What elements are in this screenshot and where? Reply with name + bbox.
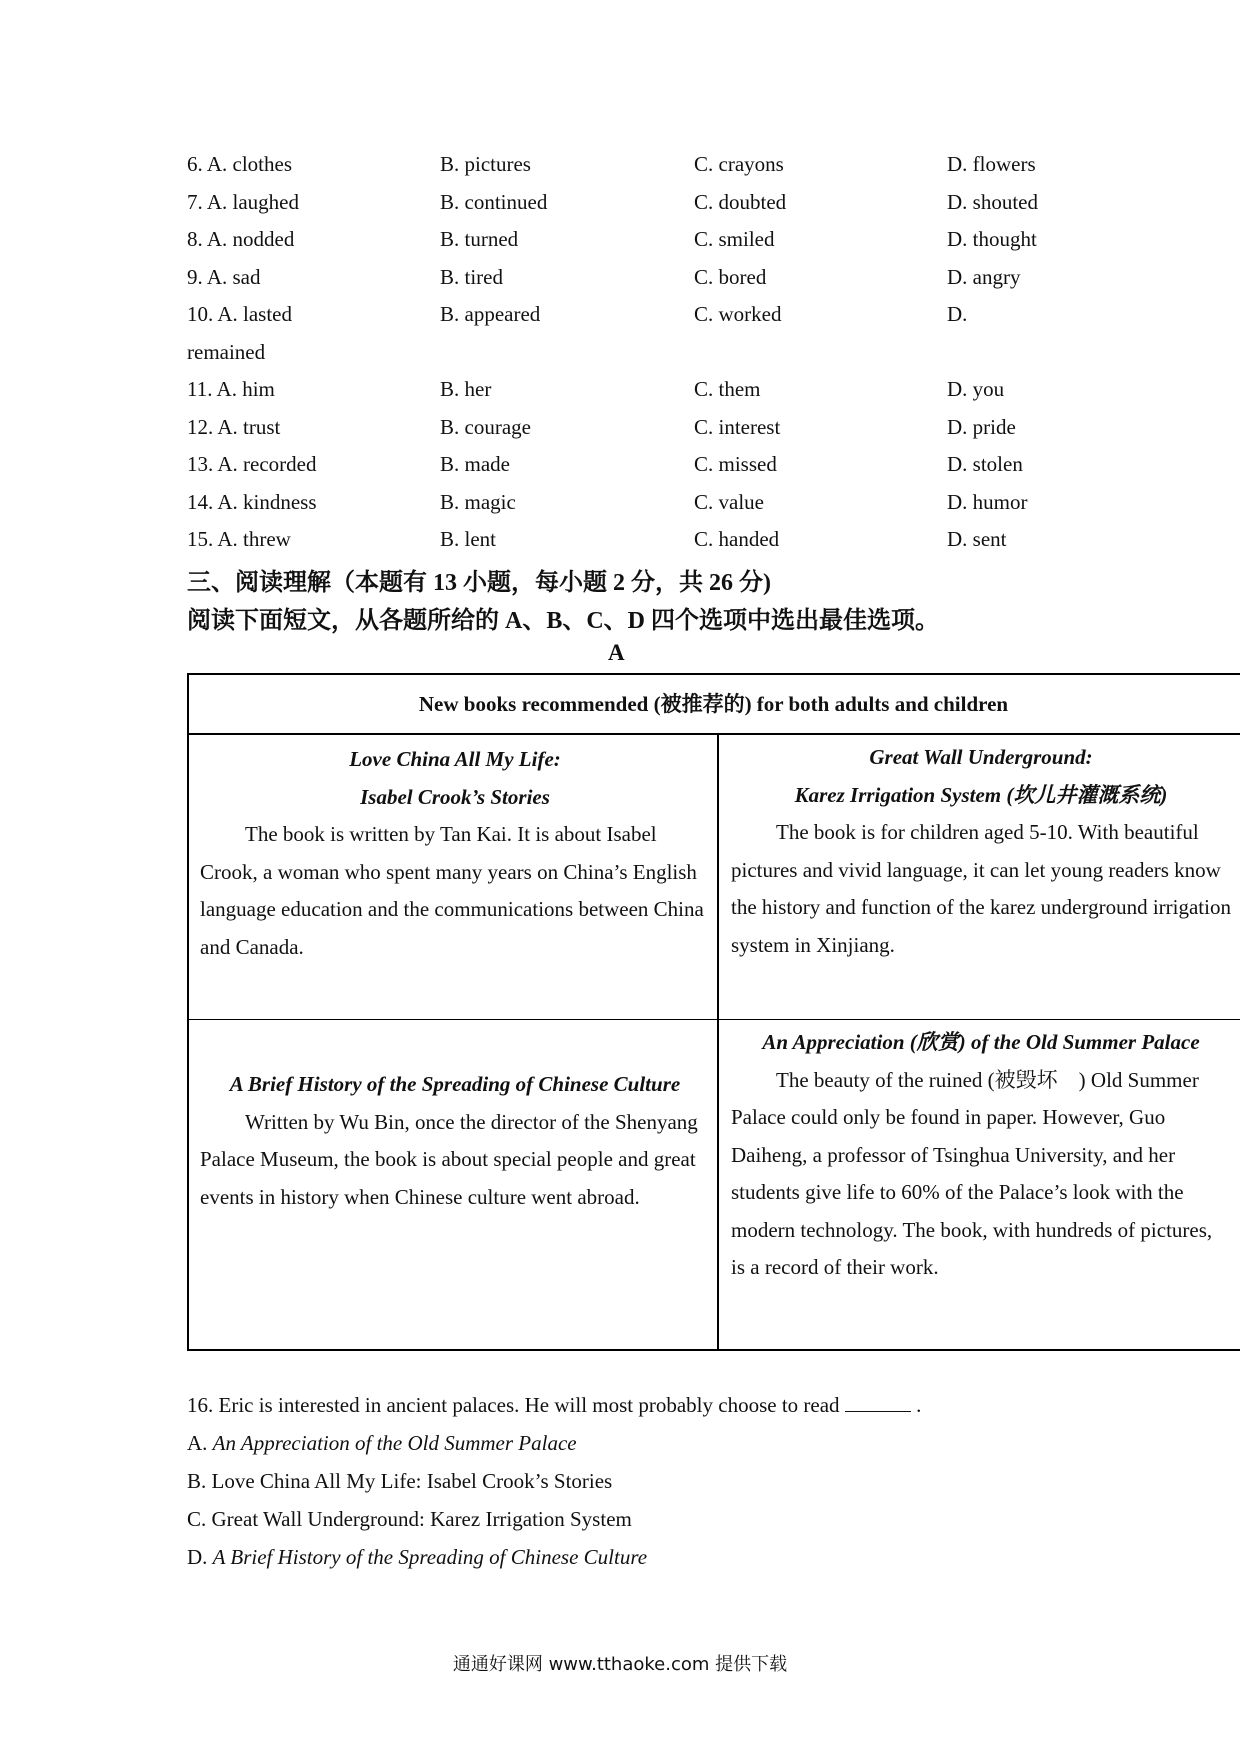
option-d: D. thought [947,227,1037,251]
option-b: B. continued [440,189,548,214]
book-cell-brief-history [200,1066,710,1216]
option-row [187,146,1147,184]
answer-option-a [187,1424,1187,1462]
book-subtitle: Karez Irrigation System (坎儿井灌溉系统) [794,782,1168,807]
option-row [187,221,1147,259]
book-cell-great-wall [731,739,1231,964]
option-d: D. stolen [947,452,1023,476]
option-b: B. turned [440,227,519,251]
option-text: Great Wall Underground: Karez Irrigation System [211,1507,632,1531]
book-description: The book is written by Tan Kai. It is about Isabel Crook, a woman who spent many years on China’s English language education and the communications between China and Canada. [200,822,704,959]
option-row [187,446,1147,484]
book-cell-love-china [200,741,710,966]
book-cell-summer-palace [731,1024,1231,1287]
option-a: 15. A. threw [187,527,291,551]
option-a: 13. A. recorded [187,452,317,476]
option-b: B. pictures [440,152,531,176]
option-c: C. crayons [694,152,784,176]
passage-label: A [608,640,625,665]
table-border-left [187,673,189,1351]
table-border-middle [187,1019,1240,1020]
option-b: B. made [440,452,510,476]
option-c: C. smiled [694,227,775,251]
section-instruction: 阅读下面短文，从各题所给的 A、B、C、D 四个选项中选出最佳选项。 [187,608,940,634]
option-row [187,484,1147,522]
book-description: The beauty of the ruined (被毁坏 ) Old Summer Palace could only be found in paper. However, Guo Daiheng, a professor of Tsinghua University, and her students give life to 60% of the Palace’s look with the modern technology. The book, with hundreds of pictures, is a record of their work. [731,1067,1213,1279]
table-header: New books recommended (被推荐的) for both adults and children [418,692,1009,716]
option-d: D. [947,302,968,326]
book-description: Written by Wu Bin, once the director of the Shenyang Palace Museum, the book is about special people and great events in history when Chinese culture went abroad. [200,1109,698,1209]
answer-option-d [187,1538,1187,1576]
option-a: 14. A. kindness [187,489,317,514]
option-text: A Brief History of the Spreading of Chinese Culture [212,1545,648,1569]
answer-blank [845,1391,911,1412]
option-row [187,296,1147,334]
option-c: C. interest [694,414,781,439]
option-a: 9. A. sad [187,264,261,289]
option-row [187,334,1147,372]
option-b: B. appeared [440,302,541,326]
option-d: D. sent [947,527,1007,551]
option-prefix: B. [187,1469,212,1493]
table-border-bottom [187,1349,1240,1351]
option-c: C. doubted [694,189,787,214]
book-title: A Brief History of the Spreading of Chinese Culture [229,1072,681,1096]
option-c: C. worked [694,302,782,326]
answer-option-c [187,1500,1187,1538]
option-d: D. flowers [947,152,1036,176]
option-prefix: A. [187,1431,213,1455]
option-d: D. shouted [947,189,1038,214]
option-a: 10. A. lasted [187,302,292,326]
option-c: C. missed [694,452,777,476]
option-c: C. bored [694,264,767,289]
option-prefix: D. [187,1545,213,1569]
option-row [187,521,1147,559]
cloze-options [187,146,1147,559]
answer-option-b [187,1462,1187,1500]
option-b: B. courage [440,414,531,439]
book-description: The book is for children aged 5-10. With beautiful pictures and vivid language, it can let young readers know the history and function of the karez underground irrigation system in Xinjiang. [731,820,1231,957]
option-a: 6. A. clothes [187,152,292,176]
option-row [187,184,1147,222]
book-title: Great Wall Underground: [869,745,1093,769]
question-stem-end: . [916,1393,922,1417]
option-c: C. them [694,377,761,401]
option-c: C. value [694,489,764,514]
book-title: Love China All My Life: [349,747,561,771]
option-row [187,371,1147,409]
option-a: 12. A. trust [187,414,281,439]
option-d: D. pride [947,414,1016,439]
option-c: C. handed [694,527,780,551]
option-b: B. magic [440,489,516,514]
option-prefix: C. [187,1507,212,1531]
book-title: An Appreciation (欣赏) of the Old Summer Palace [762,1030,1200,1054]
option-d: D. you [947,377,1005,401]
option-b: B. her [440,377,492,401]
option-a: 11. A. him [187,377,275,401]
option-text: Love China All My Life: Isabel Crook’s Stories [211,1469,613,1493]
question-stem [187,1386,1187,1424]
option-a: 7. A. laughed [187,189,299,214]
option-a: 8. A. nodded [187,227,295,251]
option-d: D. humor [947,489,1028,514]
book-subtitle: Isabel Crook’s Stories [360,784,550,809]
option-row [187,259,1147,297]
option-b: B. tired [440,264,503,289]
book-table [187,673,1240,1351]
option-a: remained [187,339,266,364]
option-text: An Appreciation of the Old Summer Palace [212,1431,577,1455]
option-row [187,409,1147,447]
option-d: D. angry [947,264,1021,289]
table-border-divider [717,733,719,1351]
page-footer: 通通好课网 www.tthaoke.com 提供下载 [452,1654,788,1675]
option-b: B. lent [440,527,496,551]
question-stem-text: 16. Eric is interested in ancient palaces. He will most probably choose to read [187,1393,840,1417]
question-16 [187,1386,1187,1576]
section-title: 三、阅读理解（本题有 13 小题，每小题 2 分，共 26 分) [187,570,771,596]
